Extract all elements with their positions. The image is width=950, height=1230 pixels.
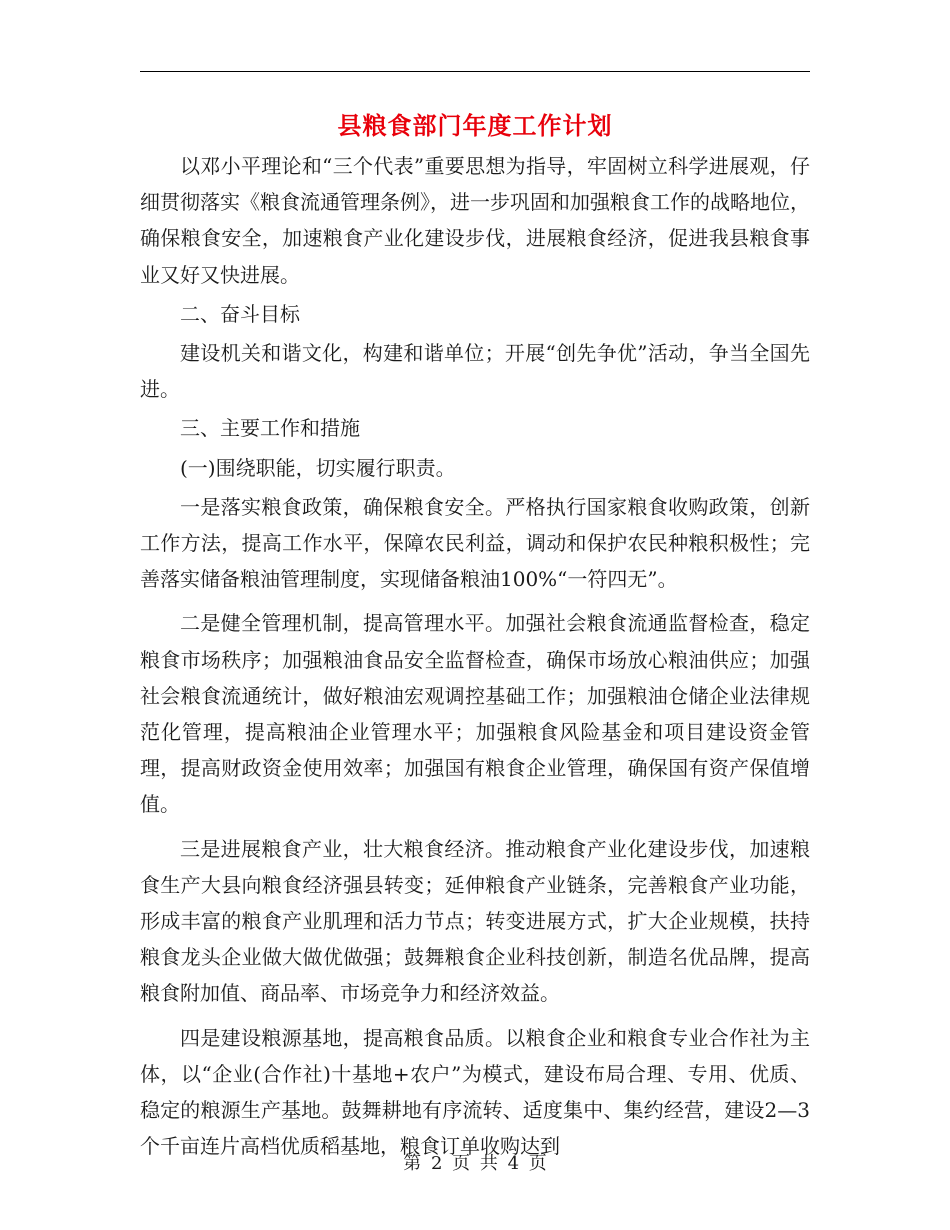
paragraph-goals: 建设机关和谐文化，构建和谐单位；开展“创先争优”活动，争当全国先进。 (140, 341, 810, 402)
document-body (140, 148, 810, 1164)
paragraph-grain-policy: 一是落实粮食政策，确保粮食安全。严格执行国家粮食收购政策，创新工作方法，提高工作水平，保障农民利益，调动和保护农民种粮积极性；完善落实储备粮油管理制度，实现储备粮油100%“一符四无”。 (140, 494, 810, 592)
paragraph-grain-industry: 三是进展粮食产业，壮大粮食经济。推动粮食产业化建设步伐，加速粮食生产大县向粮食经济强县转变；延伸粮食产业链条，完善粮食产业功能，形成丰富的粮食产业肌理和活力节点；转变进展方式，扩大企业规模，扶持粮食龙头企业做大做优做强；鼓舞粮食企业科技创新，制造名优品牌，提高粮食附加值、商品率、市场竞争力和经济效益。 (140, 836, 810, 1006)
paragraph-management: 二是健全管理机制，提高管理水平。加强社会粮食流通监督检查，稳定粮食市场秩序；加强粮油食品安全监督检查，确保市场放心粮油供应；加强社会粮食流通统计，做好粮油宏观调控基础工作；加强粮油仓储企业法律规范化管理，提高粮油企业管理水平；加强粮食风险基金和项目建设资金管理，提高财政资金使用效率；加强国有粮食企业管理，确保国有资产保值增值。 (140, 611, 810, 817)
section-heading-measures: 三、主要工作和措施 (180, 416, 360, 441)
section-heading-goals: 二、奋斗目标 (180, 301, 300, 326)
paragraph-guiding-ideology: 以邓小平理论和“三个代表”重要思想为指导，牢固树立科学进展观，仔细贯彻落实《粮食流通管理条例》，进一步巩固和加强粮食工作的战略地位，确保粮食安全，加速粮食产业化建设步伐，进展粮食经济，促进我县粮食事业又好又快进展。 (140, 154, 810, 287)
paragraph-grain-base: 四是建设粮源基地，提高粮食品质。以粮食企业和粮食专业合作社为主体，以“企业(合作社)十基地+农户”为模式，建设布局合理、专用、优质、稳定的粮源生产基地。鼓舞耕地有序流转、适度集中、集约经营，建设2—3个千亩连片高档优质稻基地，粮食订单收购达到 (140, 1025, 810, 1159)
document-title: 县粮食部门年度工作计划 (337, 111, 613, 140)
header-rule (140, 71, 810, 72)
subsection-heading-duties: (一)围绕职能，切实履行职责。 (180, 455, 456, 480)
page-number-footer: 第 2 页 共 4 页 (403, 1153, 547, 1174)
